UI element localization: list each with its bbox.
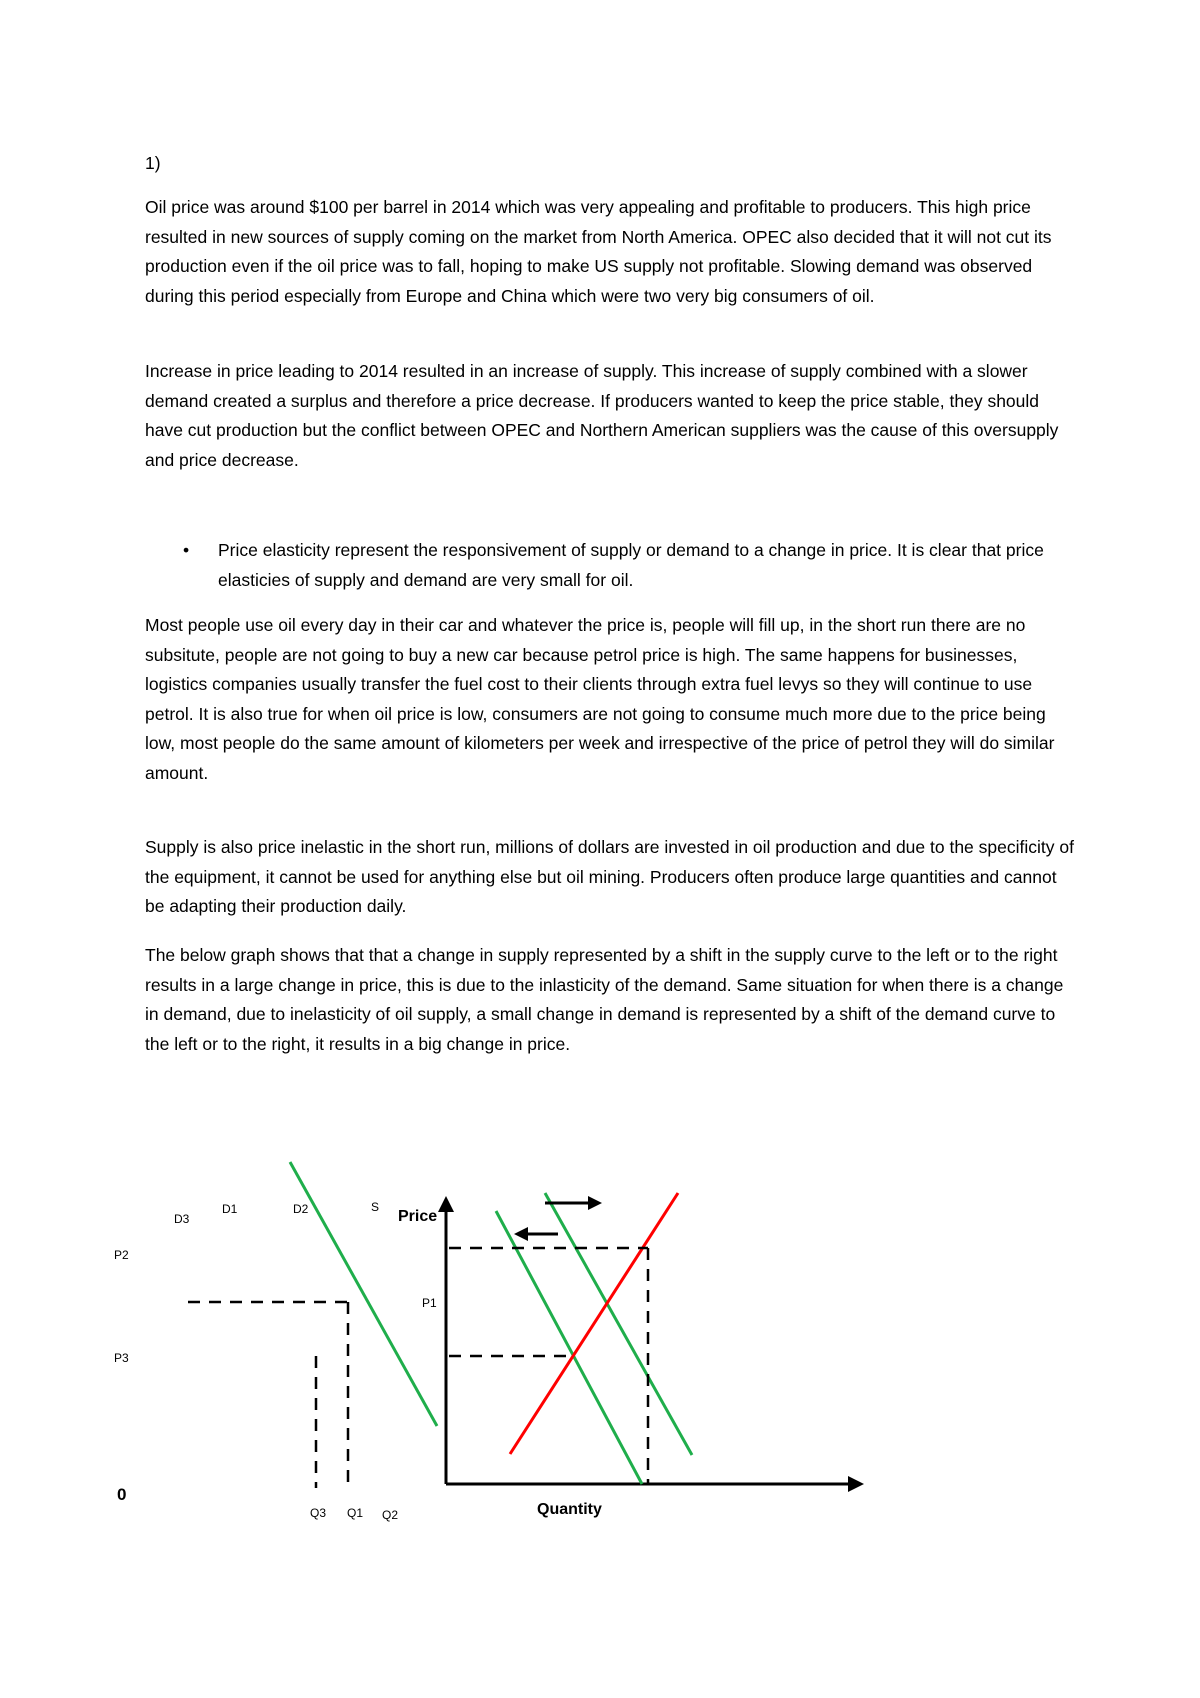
paragraph-demand-inelastic: Most people use oil every day in their car and whatever the price is, people will fill up, in the short run there are no subsitute, people are not going to buy a new car because petrol price is high. The same happens for businesses, logistics companies usually transfer the fuel cost to their clients through extra fuel levys so they will continue to use petrol. It is also true for when oil price is low, consumers are not going to consume much more due to the price being low, most people do the same amount of kilometers per week and irrespective of the price of petrol they will do similar amount. (145, 615, 1055, 783)
paragraph-supply-increase: Increase in price leading to 2014 resulted in an increase of supply. This increase of supply combined with a slower demand created a surplus and therefore a price decrease. If producers wanted to keep the price stable, they should have cut production but the conflict between OPEC and Northern American suppliers was the cause of this oversupply and price decrease. (145, 361, 1059, 470)
label-q2: Q2 (382, 1508, 399, 1522)
label-p3: P3 (114, 1351, 129, 1365)
label-d3: D3 (174, 1212, 190, 1226)
shift-left-arrow-icon (514, 1227, 528, 1241)
label-price-axis: Price (398, 1208, 438, 1225)
label-origin: 0 (117, 1485, 127, 1504)
demand-curve-detached (290, 1162, 437, 1426)
label-p1: P1 (422, 1296, 437, 1310)
label-d1: D1 (222, 1202, 238, 1216)
label-q3: Q3 (310, 1506, 327, 1520)
quantity-axis-arrow-icon (848, 1476, 864, 1492)
bullet-icon: • (183, 540, 190, 560)
label-p2: P2 (114, 1248, 129, 1262)
supply-curve (510, 1193, 678, 1454)
bullet-text: Price elasticity represent the responsivement of supply or demand to a change in price. It is clear that price elasticies of supply and demand are very small for oil. (218, 540, 1044, 590)
shift-right-arrow-icon (588, 1196, 602, 1210)
label-s: S (371, 1200, 380, 1214)
label-d2: D2 (293, 1202, 309, 1216)
price-axis-arrow-icon (438, 1196, 454, 1212)
section-heading: 1) (145, 153, 161, 173)
label-q1: Q1 (347, 1506, 364, 1520)
label-quantity-axis: Quantity (537, 1501, 602, 1518)
paragraph-oil-price-2014: Oil price was around $100 per barrel in 2014 which was very appealing and profitable to producers. This high price resulted in new sources of supply coming on the market from North America. OPEC also decided that it will not cut its production even if the oil price was to fall, hoping to make US supply not profitable. Slowing demand was observed during this period especially from Europe and China which were two very big consumers of oil. (145, 197, 1052, 306)
paragraph-graph-explanation: The below graph shows that that a change in supply represented by a shift in the supply curve to the left or to the right results in a large change in price, this is due to the inlasticity of the demand. Same situation for when there is a change in demand, due to inelasticity of oil supply, a small change in demand is represented by a shift of the demand curve to the left or to the right, it results in a big change in price. (145, 945, 1064, 1054)
demand-curve-right (545, 1193, 692, 1455)
paragraph-supply-inelastic: Supply is also price inelastic in the short run, millions of dollars are invested in oil production and due to the specificity of the equipment, it cannot be used for anything else but oil mining. Producers often produce large quantities and cannot be adapting their production daily. (145, 837, 1074, 916)
